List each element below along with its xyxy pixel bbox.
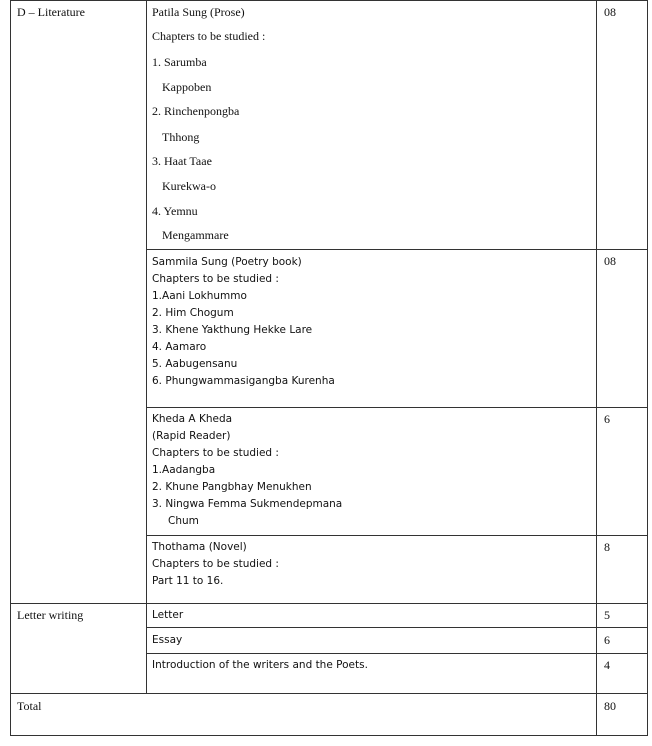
- intro-marks: 4: [604, 658, 610, 672]
- prose-line: 4. Yemnu: [152, 204, 198, 218]
- divider-letter-essay: [146, 627, 648, 628]
- section-d-label: D – Literature: [17, 5, 85, 19]
- prose-marks: 08: [604, 5, 616, 19]
- novel-marks: 8: [604, 540, 610, 554]
- novel-chapters-heading: Chapters to be studied :: [152, 558, 279, 570]
- border-left: [10, 0, 11, 736]
- total-label: Total: [17, 699, 42, 713]
- essay-marks: 6: [604, 633, 610, 647]
- border-right: [647, 0, 648, 736]
- prose-line: 1. Sarumba: [152, 55, 207, 69]
- total-marks: 80: [604, 699, 616, 713]
- prose-line: Kappoben: [162, 80, 212, 94]
- divider-poetry-rapid: [146, 407, 648, 408]
- divider-col1: [146, 0, 147, 694]
- divider-prose-poetry: [146, 249, 648, 250]
- novel-title: Thothama (Novel): [152, 541, 247, 553]
- letter-item: Letter: [152, 609, 184, 621]
- poetry-line: 5. Aabugensanu: [152, 358, 238, 370]
- syllabus-table: [10, 0, 648, 736]
- rapid-marks: 6: [604, 412, 610, 426]
- border-bottom: [10, 735, 648, 736]
- rapid-line: 3. Ningwa Femma Sukmendepmana: [152, 498, 343, 510]
- prose-chapters-heading: Chapters to be studied :: [152, 29, 266, 43]
- rapid-subtitle: (Rapid Reader): [152, 430, 231, 442]
- rapid-line: 2. Khune Pangbhay Menukhen: [152, 481, 312, 493]
- rapid-line: 1.Aadangba: [152, 464, 216, 476]
- prose-line: 2. Rinchenpongba: [152, 104, 240, 118]
- rapid-chapters-heading: Chapters to be studied :: [152, 447, 279, 459]
- intro-item: Introduction of the writers and the Poets.: [152, 659, 368, 671]
- prose-line: Mengammare: [162, 228, 229, 242]
- poetry-line: 6. Phungwammasigangba Kurenha: [152, 375, 335, 387]
- prose-line: Thhong: [162, 130, 200, 144]
- prose-line: 3. Haat Taae: [152, 154, 212, 168]
- novel-line: Part 11 to 16.: [152, 575, 224, 587]
- poetry-marks: 08: [604, 254, 616, 268]
- essay-item: Essay: [152, 634, 183, 646]
- divider-essay-intro: [146, 653, 648, 654]
- divider-section-letter: [10, 603, 648, 604]
- poetry-line: 1.Aani Lokhummo: [152, 290, 247, 302]
- border-top: [10, 0, 648, 1]
- divider-total: [10, 693, 648, 694]
- poetry-line: 3. Khene Yakthung Hekke Lare: [152, 324, 313, 336]
- poetry-title: Sammila Sung (Poetry book): [152, 256, 302, 268]
- poetry-line: 2. Him Chogum: [152, 307, 234, 319]
- poetry-line: 4. Aamaro: [152, 341, 207, 353]
- rapid-line: Chum: [168, 515, 199, 527]
- poetry-chapters-heading: Chapters to be studied :: [152, 273, 279, 285]
- divider-rapid-novel: [146, 535, 648, 536]
- divider-col2: [596, 0, 597, 736]
- rapid-title: Kheda A Kheda: [152, 413, 233, 425]
- prose-title: Patila Sung (Prose): [152, 5, 245, 19]
- prose-line: Kurekwa-o: [162, 179, 216, 193]
- letter-writing-label: Letter writing: [17, 608, 84, 622]
- letter-marks: 5: [604, 608, 610, 622]
